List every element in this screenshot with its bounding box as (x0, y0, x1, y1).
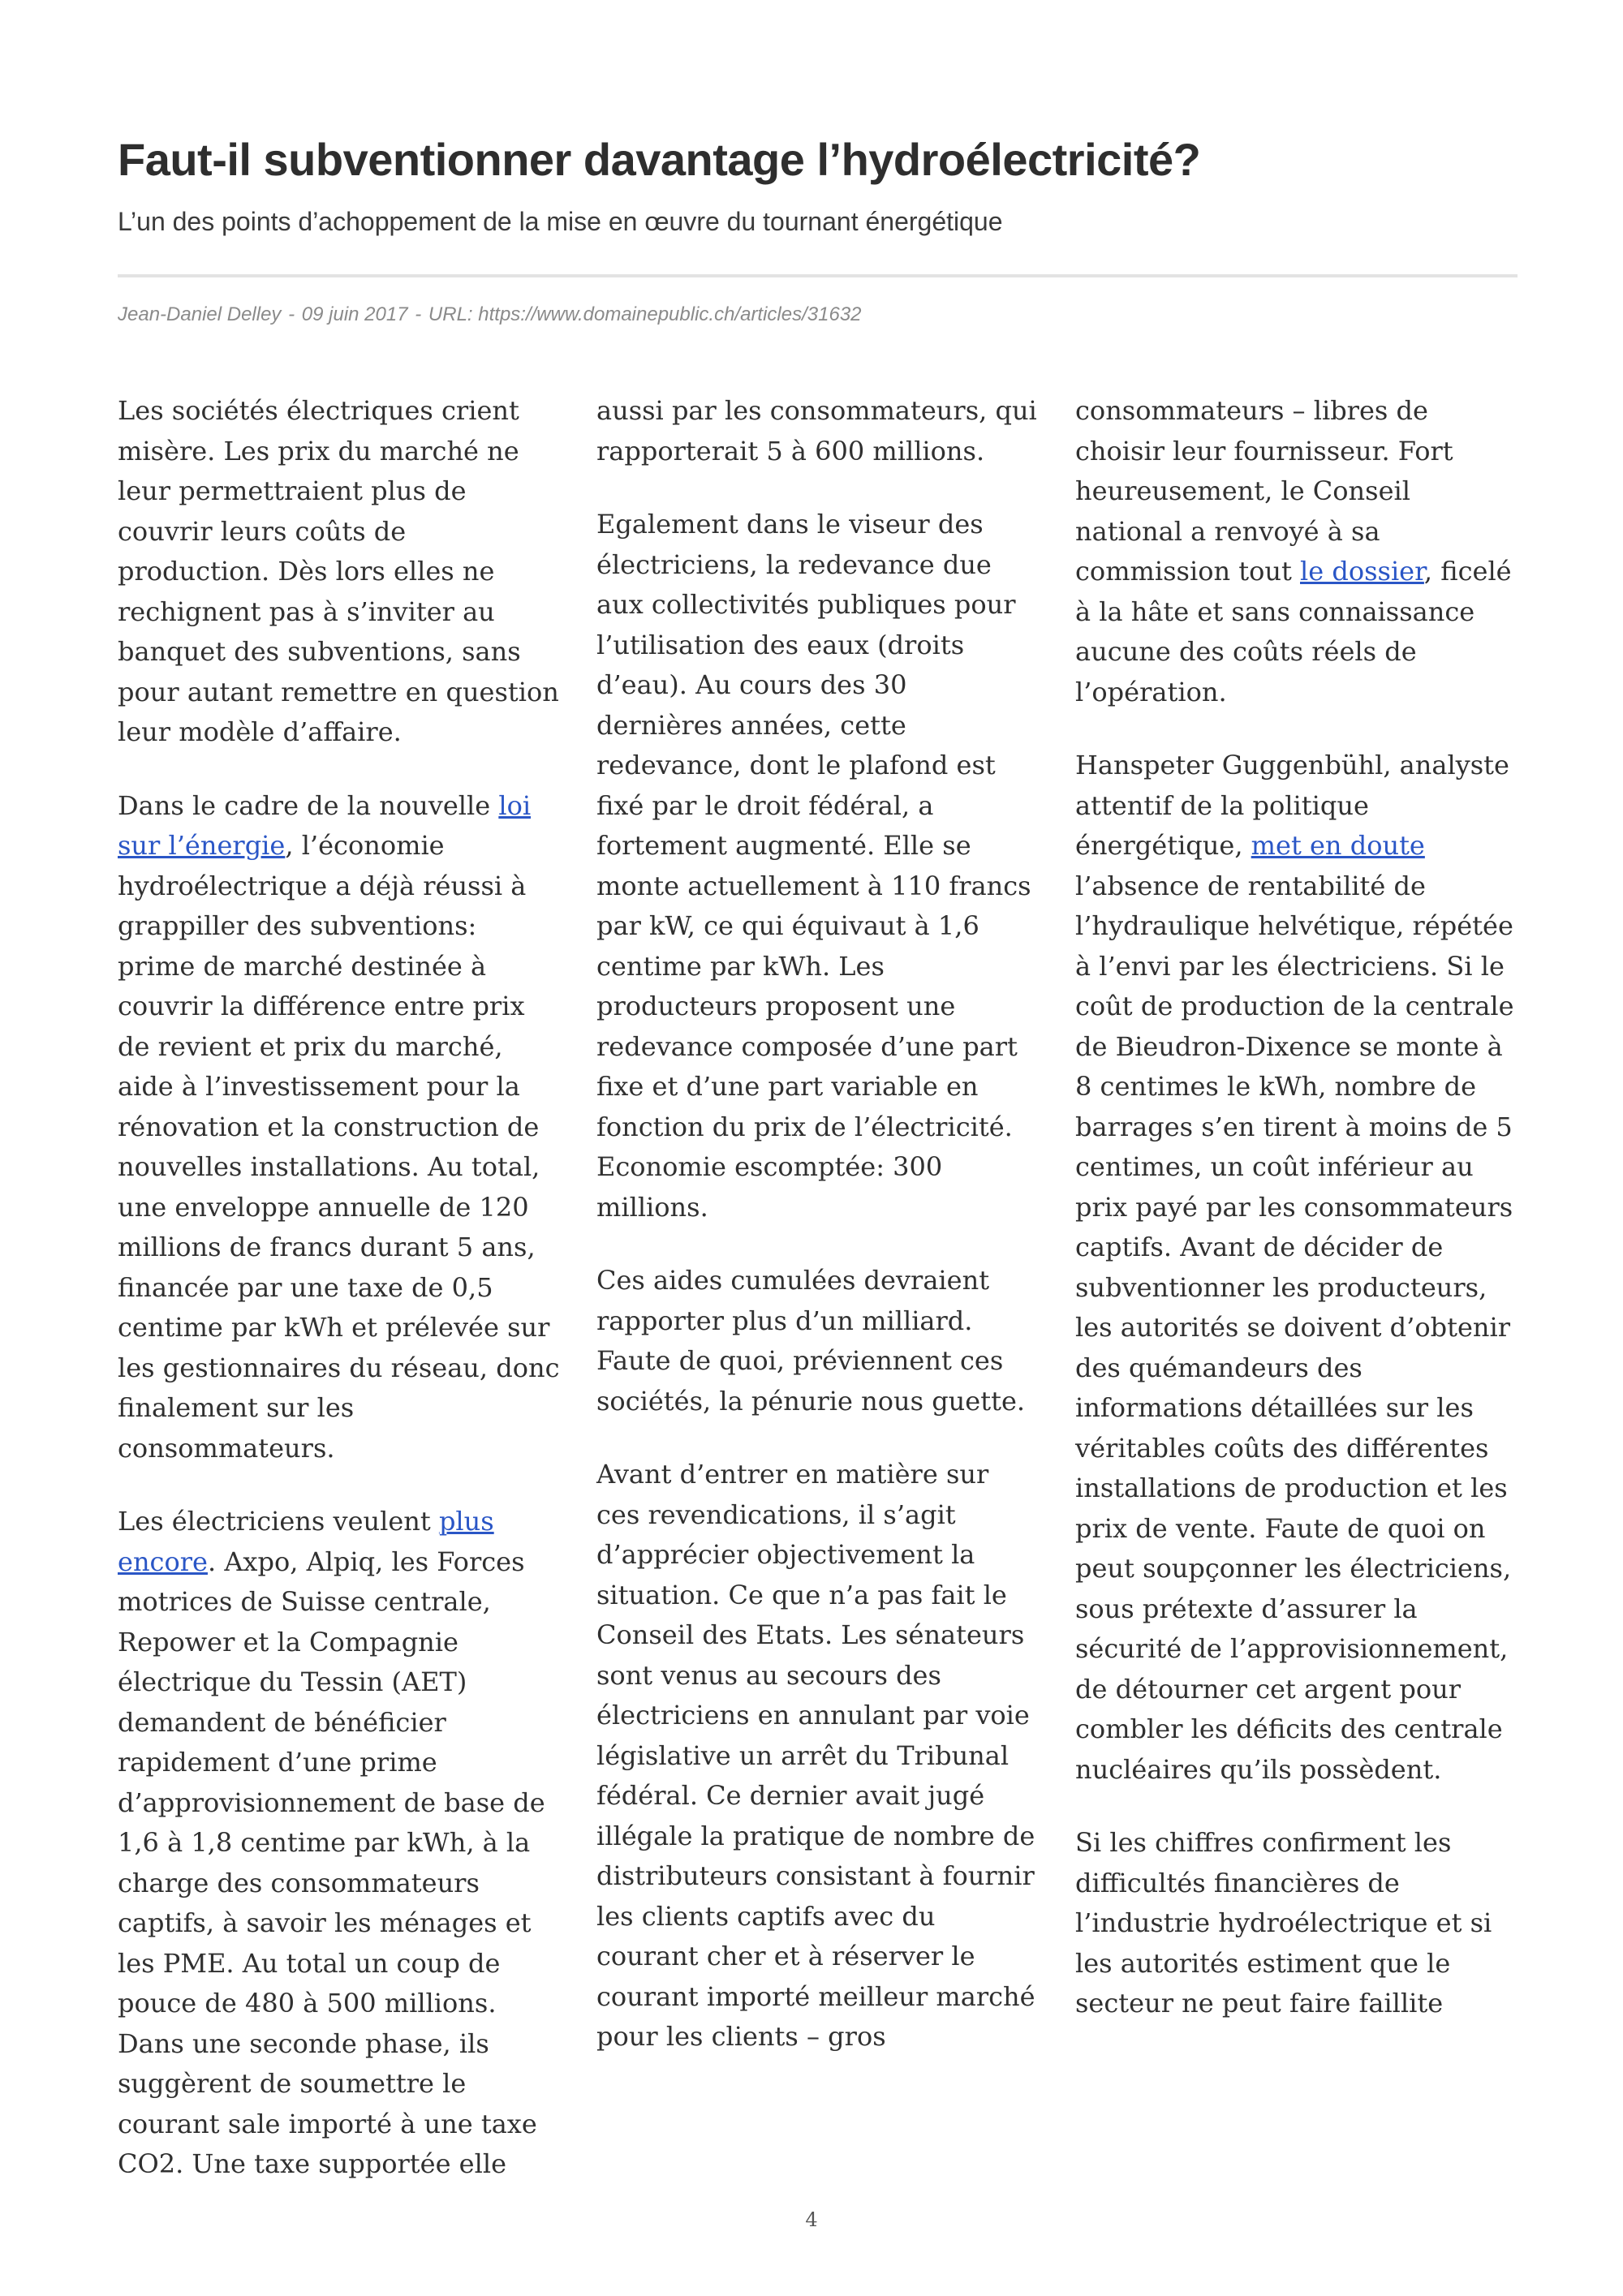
paragraph: Si les chiffres confirment les difficultés financières de l’industrie hydroélectrique et si les autorités estiment que le secteur ne peut faire faillite (1075, 1827, 1492, 2019)
link-loi-sur-energie[interactable]: loi sur l’énergie (118, 789, 532, 861)
article-title: Faut-il subventionner davantage l’hydroélectricité? (118, 134, 1201, 185)
link-le-dossier[interactable]: le dossier (1300, 556, 1424, 587)
link-plus-encore[interactable]: plus encore (118, 1506, 494, 1577)
byline-url: https://www.domainepublic.ch/articles/31632 (478, 303, 862, 325)
paragraph: Egalement dans le viseur des électriciens, la redevance due aux collectivités publiques pour l’utilisation des eaux (droits d’eau). Au cours des 30 dernières années, cette redevance, dont le plafond est fixé par le droit fédéral, a fortement augmenté. Elle se monte actuellement à 110 francs par kW, ce qui équivaut à 1,6 centime par kWh. Les producteurs proposent une redevance composée d’une part fixe et d’une part variable en fonction du prix de l’électricité. Economie escomptée: 300 millions. (596, 509, 1031, 1223)
text-column-2 (596, 391, 1039, 2057)
text-column-1 (118, 391, 560, 2185)
link-met-en-doute[interactable]: met en doute (1251, 830, 1425, 861)
paragraph: Ces aides cumulées devraient rapporter plus d’un milliard. Faute de quoi, préviennent ces sociétés, la pénurie nous guette. (596, 1265, 1026, 1417)
byline-url-label: URL: (428, 303, 473, 325)
paragraph: Hanspeter Guggenbühl, analyste attentif de la politique énergétique, met en doute l’absence de rentabilité de l’hydraulique helvétique, répétée à l’envi par les électriciens. Si le coût de production de la centrale de Bieudron-Dixence se monte à 8 centimes le kWh, nombre de barrages s’en tirent à moins de 5 centimes, un coût inférieur au prix payé par les consommateurs captifs. Avant de décider de subventionner les producteurs, les autorités se doivent d’obtenir des quémandeurs des informations détaillées sur les véritables coûts des différentes installations de production et les prix de vente. Faute de quoi on peut soupçonner les électriciens, sous prétexte d’assurer la sécurité de l’approvisionnement, de détourner cet argent pour combler les déficits des centrale nucléaires qu’ils possèdent. (1075, 750, 1514, 1785)
paragraph: Avant d’entrer en matière sur ces revendications, il s’agit d’apprécier objectivement la situation. Ce que n’a pas fait le Conseil des Etats. Les sénateurs sont venus au secours des électriciens en annulant par voie législative un arrêt du Tribunal fédéral. Ce dernier avait jugé illégale la pratique de nombre de distributeurs consistant à fournir les clients captifs avec du courant cher et à réserver le courant importé meilleur marché pour les clients – gros (596, 1459, 1035, 2052)
byline-author: Jean-Daniel Delley (118, 303, 282, 325)
paragraph: Les électriciens veulent plus encore. Axpo, Alpiq, les Forces motrices de Suisse centrale, Repower et la Compagnie électrique du Tessin (AET) demandent de bénéficier rapidement d’une prime d’approvisionnement de base de 1,6 à 1,8 centime par kWh, à la charge des consommateurs captifs, à savoir les ménages et les PME. Au total un coup de pouce de 480 à 500 millions. Dans une seconde phase, ils suggèrent de soumettre le courant sale importé à une taxe CO2. Une taxe supportée elle (118, 1506, 545, 2179)
paragraph: consommateurs – libres de choisir leur fournisseur. Fort heureusement, le Conseil national a renvoyé à sa commission tout le dossier, ficelé à la hâte et sans connaissance aucune des coûts réels de l’opération. (1075, 395, 1512, 707)
paragraph: Les sociétés électriques crient misère. Les prix du marché ne leur permettraient plus de couvrir leurs coûts de production. Dès lors elles ne rechignent pas à s’inviter au banquet des subventions, sans pour autant remettre en question leur modèle d’affaire. (118, 395, 559, 747)
page-number: 4 (805, 2208, 818, 2231)
paragraph: aussi par les consommateurs, qui rapporterait 5 à 600 millions. (596, 395, 1037, 467)
article-byline: Jean-Daniel Delley - 09 juin 2017 - URL: https://www.domainepublic.ch/articles/31632 (118, 303, 862, 325)
paragraph: Dans le cadre de la nouvelle loi sur l’énergie, l’économie hydroélectrique a déjà réussi à grappiller des subventions: prime de marché destinée à couvrir la différence entre prix de revient et prix du marché, aide à l’investissement pour la rénovation et la construction de nouvelles installations. Au total, une enveloppe annuelle de 120 millions de francs durant 5 ans, financée par une taxe de 0,5 centime par kWh et prélevée sur les gestionnaires du réseau, donc finalement sur les consommateurs. (118, 789, 560, 1464)
article-body (118, 391, 1530, 2184)
text-column-3 (1075, 391, 1518, 2024)
byline-date: 09 juin 2017 (301, 303, 408, 325)
article-subtitle: L’un des points d’achoppement de la mise en œuvre du tournant énergétique (118, 207, 1003, 236)
header-divider (118, 274, 1518, 277)
